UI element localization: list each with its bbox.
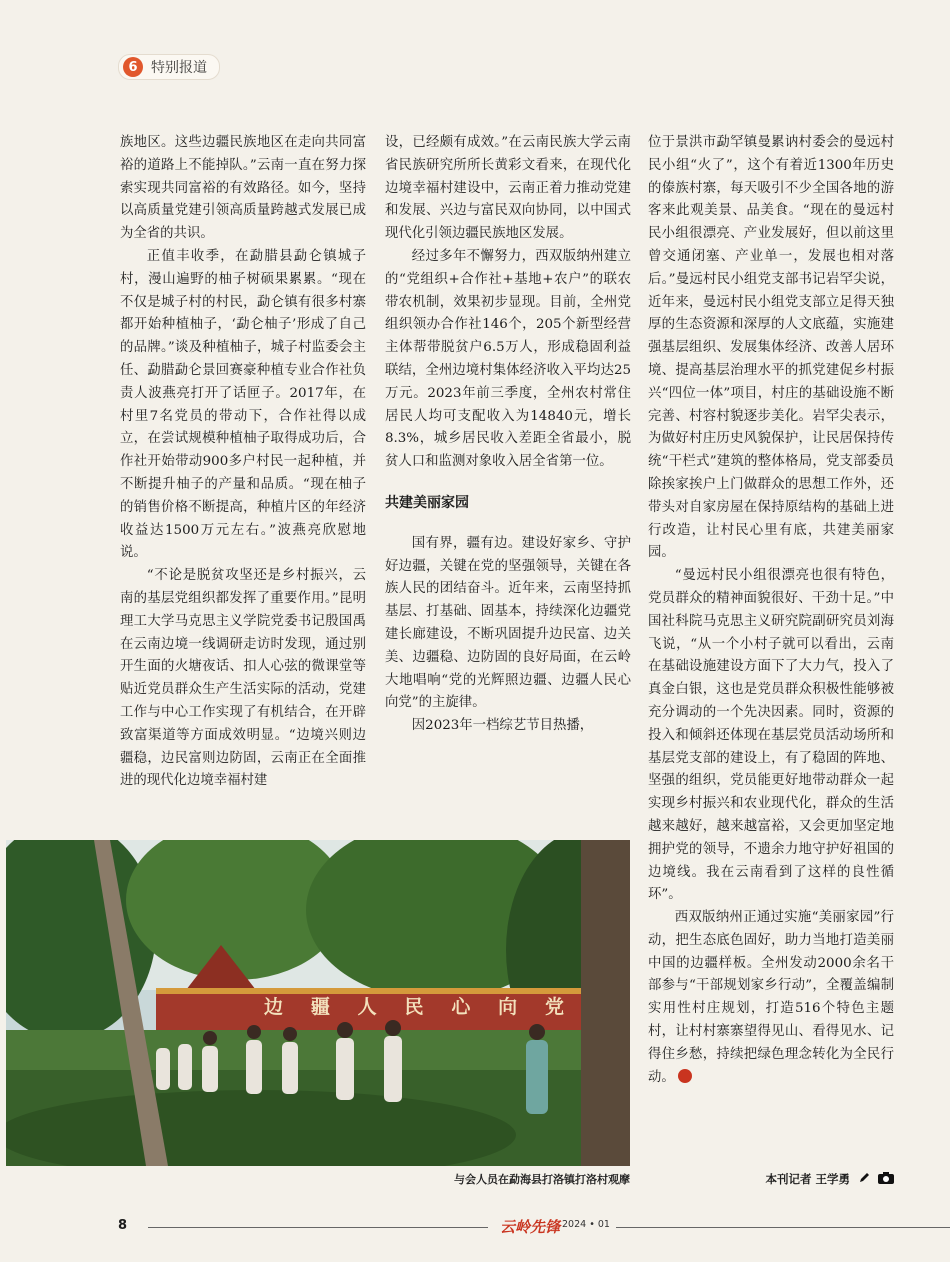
end-mark-icon bbox=[678, 1069, 692, 1083]
photo-caption: 与会人员在勐海县打洛镇打洛村观摩 bbox=[454, 1173, 630, 1186]
article-column-3 bbox=[648, 132, 894, 1089]
paragraph: 经过多年不懈努力，西双版纳州建立的“党组织+合作社+基地+农户”的联农带农机制，效果初步显现。目前，全州党组织领办合作社146个，205个新型经营主体帮带脱贫户6.5万人，形成稳固利益联结，全州边境村集体经济收入平均达25万元。2023年前三季度，全州农村常住居民人均可支配收入为14840元，增长8.3%，城乡居民收入差距全省最小，脱贫人口和监测对象收入居全省第一位。 bbox=[385, 248, 631, 470]
paragraph-text: 西双版纳州正通过实施“美丽家园”行动，把生态底色固好，助力当地打造美丽中国的边疆样板。全州发动2000余名干部参与“干部规划家乡行动”，全覆盖编制实用性村庄规划，打造516个特色主题村，让村村寨寨望得见山、看得见水、记得住乡愁，持续把绿色理念转化为全民行动。 bbox=[648, 910, 894, 1085]
section-label: 特别报道 bbox=[151, 60, 207, 76]
paragraph bbox=[648, 907, 894, 1089]
section-tag bbox=[118, 54, 220, 80]
wall-char: 民 bbox=[404, 996, 424, 1018]
article-column-2 bbox=[385, 132, 631, 738]
paragraph: 位于景洪市勐罕镇曼累讷村委会的曼远村民小组“火了”，这个有着近1300年历史的傣族村寨，每天吸引不少全国各地的游客来此观美景、品美食。“现在的曼远村民小组很漂亮、产业发展好，但以前这里曾交通闭塞、产业单一，发展也相对落后。”曼远村民小组党支部书记岩罕尖说，近年来，曼远村民小组党支部立足得天独厚的生态资源和深厚的人文底蕴，实施建强基层组织、发展集体经济、改善人居环境、提高基层治理水平的抓党建促乡村振兴“四位一体”项目，村庄的基础设施不断完善、村容村貌逐步美化。岩罕尖表示，为做好村庄历史风貌保护，让民居保持传统“干栏式”建筑的整体格局，党支部委员除挨家挨户上门做群众的思想工作外，还带头对自家房屋在保持原结构的基础上进行改造，让村民心里有底，共建美丽家园。 bbox=[648, 135, 894, 561]
wall-char: 党 bbox=[544, 996, 564, 1018]
issue-label: 2024 • 01 bbox=[562, 1219, 610, 1230]
subheading: 共建美丽家园 bbox=[385, 494, 469, 511]
page-footer bbox=[118, 1218, 950, 1238]
paragraph: 设，已经颇有成效。”在云南民族大学云南省民族研究所所长黄彩文看来，在现代化边境幸福村建设中，云南正着力推动党建和发展、兴边与富民双向协同，以中国式现代化引领边疆民族地区发展。 bbox=[385, 135, 631, 242]
wall-char: 向 bbox=[498, 996, 518, 1018]
paragraph: 国有界，疆有边。建设好家乡、守护好边疆，关键在党的坚强领导，关键在各族人民的团结奋斗。近年来，云南坚持抓基层、打基础、固基本，持续深化边疆党建长廊建设，不断巩固提升边民富、边关美、边疆稳、边防固的良好局面，在云岭大地唱响“党的光辉照边疆、边疆人民心向党”的主旋律。 bbox=[385, 535, 631, 711]
wall-char: 边 bbox=[264, 996, 284, 1018]
footer-rule bbox=[616, 1227, 950, 1228]
magazine-name: 云岭先锋 bbox=[500, 1218, 561, 1236]
wall-char: 人 bbox=[357, 996, 377, 1018]
paragraph: 族地区。这些边疆民族地区在走向共同富裕的道路上不能掉队。”云南一直在努力探索实现共同富裕的有效路径。如今，坚持以高质量党建引领高质量跨越式发展已成为全省的共识。 bbox=[120, 135, 366, 242]
wall-lettering bbox=[264, 992, 564, 1019]
article-column-1 bbox=[120, 132, 366, 793]
pen-icon bbox=[858, 1172, 870, 1187]
wall-char: 疆 bbox=[310, 996, 330, 1018]
wall-char: 心 bbox=[451, 996, 471, 1018]
camera-icon bbox=[878, 1172, 894, 1187]
magazine-logo-icon: 6 bbox=[123, 57, 143, 77]
byline-text: 本刊记者 王学勇 bbox=[765, 1172, 850, 1186]
byline bbox=[700, 1171, 894, 1187]
footer-rule bbox=[148, 1227, 488, 1228]
paragraph: 正值丰收季，在勐腊县勐仑镇城子村，漫山遍野的柚子树硕果累累。“现在不仅是城子村的村民，勐仑镇有很多村寨都开始种植柚子，‘勐仑柚子’形成了自己的品牌。”谈及种植柚子，城子村监委会主任、勐腊勐仑景回赛豪种植专业合作社负责人波燕亮打开了话匣子。2017年，在村里7名党员的带动下，合作社得以成立，在尝试规模种植柚子取得成功后，合作社开始带动900多户村民一起种植，并不断提升柚子的产量和品质。“现在柚子的销售价格不断提高，种植片区的年经济收益达1500万元左右。”波燕亮欣慰地说。 bbox=[120, 248, 366, 561]
paragraph: “不论是脱贫攻坚还是乡村振兴，云南的基层党组织都发挥了重要作用。”昆明理工大学马克思主义学院党委书记殷国禹在云南边境一线调研走访时发现，通过别开生面的火塘夜话、扣人心弦的微课堂等贴近党员群众生产生活实际的活动，党建工作与中心工作实现了有机结合，在开辟致富渠道等方面成效明显。“边境兴则边疆稳，边民富则边防固，云南正在全面推进的现代化边境幸福村建 bbox=[120, 568, 366, 789]
article-photo bbox=[6, 840, 630, 1166]
page-number: 8 bbox=[118, 1218, 128, 1233]
paragraph: “曼远村民小组很漂亮也很有特色，党员群众的精神面貌很好、干劲十足。”中国社科院马克思主义研究院副研究员刘海飞说，“从一个小村子就可以看出，云南在基础设施建设方面下了大力气，投入了真金白银，这也是党员群众积极性能够被充分调动的一个先决因素。同时，资源的投入和倾斜还体现在基层党员活动场所和基层党支部的建设上，有了稳固的阵地、坚强的组织，党员能更好地带动群众一起实现乡村振兴和农业现代化，群众的生活越来越好，越来越富裕，又会更加坚定地拥护党的领导，不遗余力地守护好祖国的边境线。我在云南看到了这样的良性循环”。 bbox=[648, 568, 894, 903]
paragraph: 因2023年一档综艺节目热播， bbox=[411, 718, 594, 734]
